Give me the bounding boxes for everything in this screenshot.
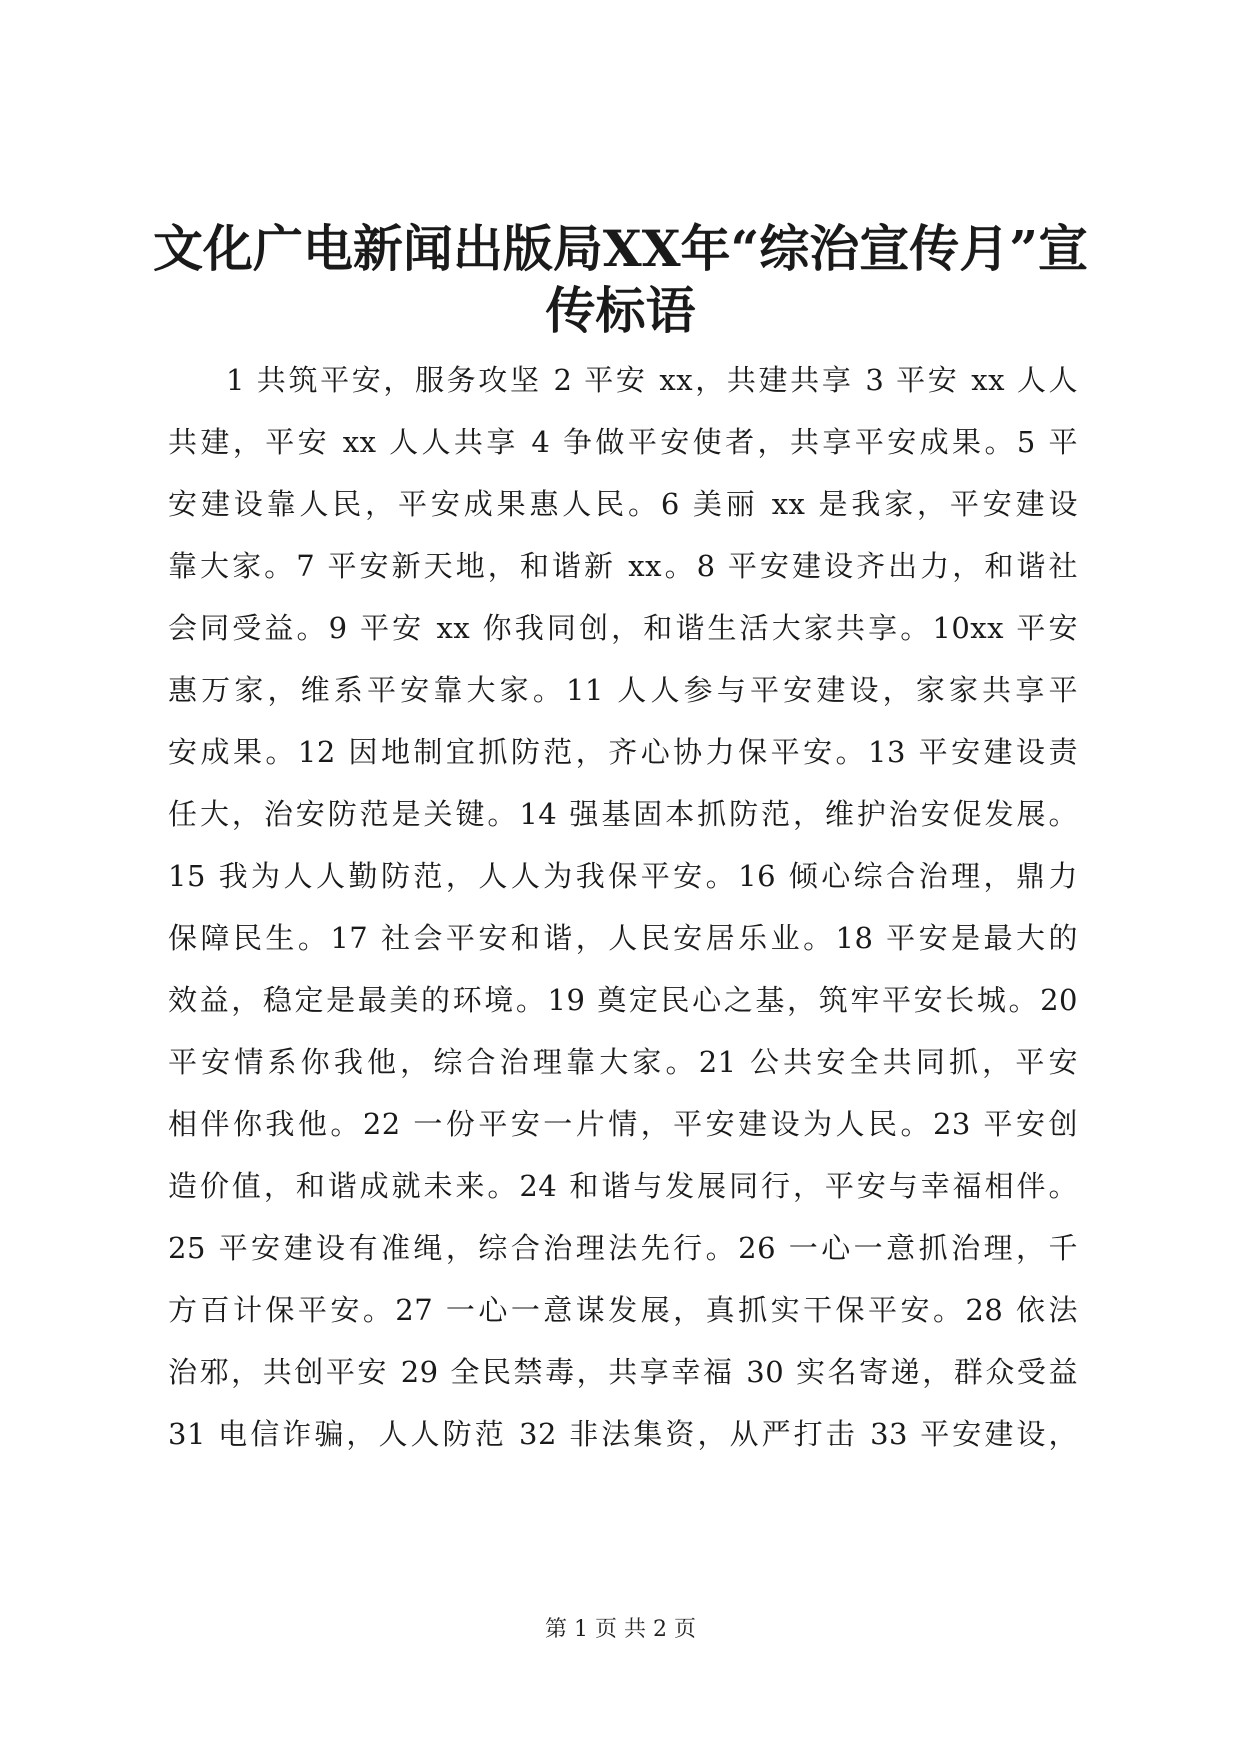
- body-line: 治邪，共创平安 29 全民禁毒，共享幸福 30 实名寄递，群众受益: [168, 1355, 1078, 1389]
- body-line: 造价值，和谐成就未来。24 和谐与发展同行，平安与幸福相伴。: [168, 1169, 1078, 1203]
- body-line: 15 我为人人勤防范，人人为我保平安。16 倾心综合治理，鼎力: [168, 859, 1078, 893]
- body-line: 会同受益。9 平安 xx 你我同创，和谐生活大家共享。10xx 平安: [168, 611, 1078, 645]
- document-title: [150, 218, 1091, 342]
- body-line: 相伴你我他。22 一份平安一片情，平安建设为人民。23 平安创: [168, 1107, 1078, 1141]
- page-footer: 第 1 页 共 2 页: [545, 1617, 696, 1642]
- body-line: 任大，治安防范是关键。14 强基固本抓防范，维护治安促发展。: [168, 797, 1078, 831]
- body-line: 惠万家，维系平安靠大家。11 人人参与平安建设，家家共享平: [168, 673, 1078, 707]
- body-line: 共建，平安 xx 人人共享 4 争做平安使者，共享平安成果。5 平: [168, 425, 1078, 459]
- body-line: 靠大家。7 平安新天地，和谐新 xx。8 平安建设齐出力，和谐社: [168, 549, 1078, 583]
- body-line: 效益，稳定是最美的环境。19 奠定民心之基，筑牢平安长城。20: [168, 983, 1078, 1017]
- title-line-2: 传标语: [545, 281, 696, 340]
- body-line: 1 共筑平安，服务攻坚 2 平安 xx，共建共享 3 平安 xx 人人: [226, 363, 1078, 397]
- document-body: [168, 355, 1078, 1471]
- body-line: 安成果。12 因地制宜抓防范，齐心协力保平安。13 平安建设责: [168, 735, 1078, 769]
- body-line: 31 电信诈骗，人人防范 32 非法集资，从严打击 33 平安建设，: [168, 1417, 1078, 1451]
- body-line: 25 平安建设有准绳，综合治理法先行。26 一心一意抓治理，千: [168, 1231, 1078, 1265]
- title-line-1: 文化广电新闻出版局XX年“综治宣传月”宣: [152, 219, 1089, 278]
- body-line: 保障民生。17 社会平安和谐，人民安居乐业。18 平安是最大的: [168, 921, 1078, 955]
- body-line: 方百计保平安。27 一心一意谋发展，真抓实干保平安。28 依法: [168, 1293, 1078, 1327]
- body-line: 平安情系你我他，综合治理靠大家。21 公共安全共同抓，平安: [168, 1045, 1078, 1079]
- body-line: 安建设靠人民，平安成果惠人民。6 美丽 xx 是我家，平安建设: [168, 487, 1078, 521]
